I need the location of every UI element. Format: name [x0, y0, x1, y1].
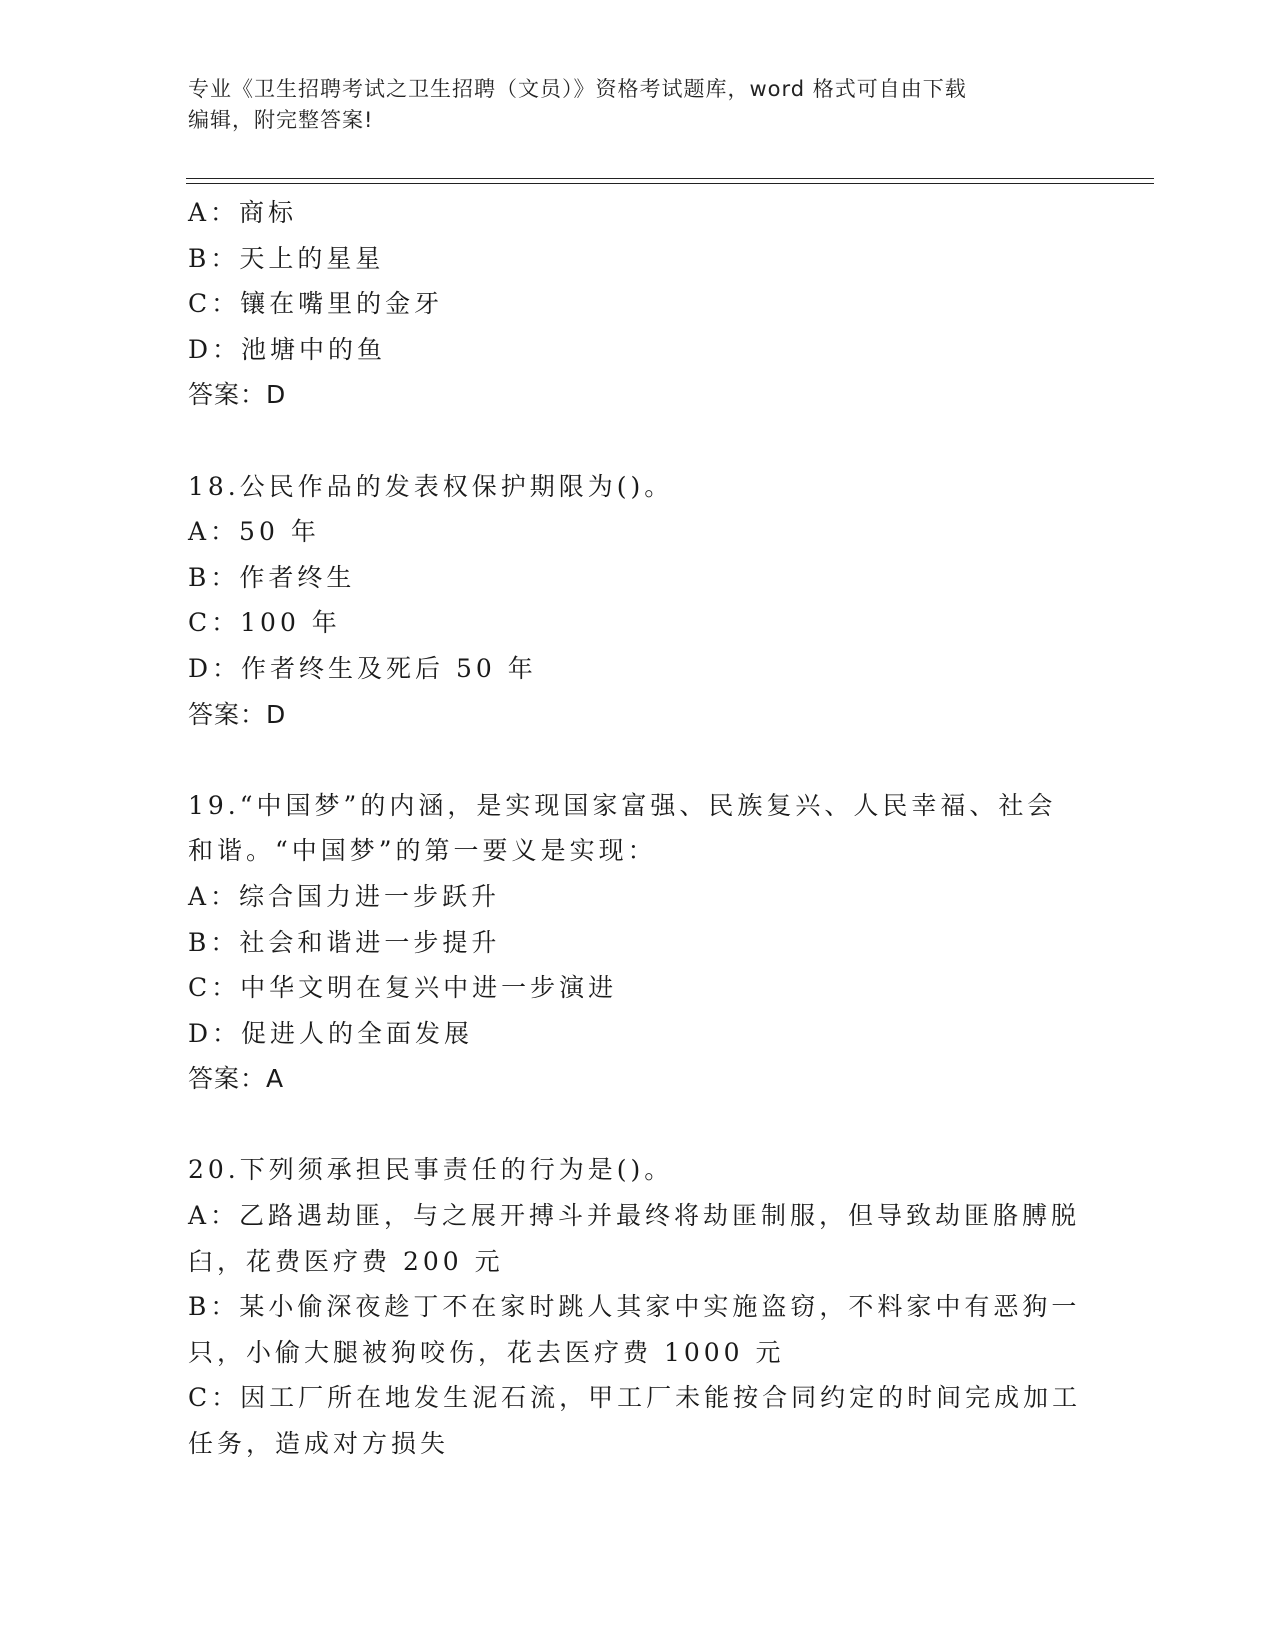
- option-d: D：池塘中的鱼: [188, 334, 387, 364]
- document-header: [188, 74, 1088, 136]
- answer: 答案：A: [188, 1064, 285, 1094]
- question-list: [188, 190, 1088, 1467]
- spacer: [188, 1102, 1088, 1148]
- question-text-line-1: 19.“中国梦”的内涵，是实现国家富强、民族复兴、人民幸福、社会: [188, 790, 1057, 820]
- option-a: A：综合国力进一步跃升: [188, 881, 501, 911]
- spacer: [188, 418, 1088, 464]
- header-divider-bottom: [186, 183, 1154, 184]
- option-b-line-1: B：某小偷深夜趁丁不在家时跳人其家中实施盗窃，不料家中有恶狗一: [188, 1292, 1081, 1322]
- option-c: C：中华文明在复兴中进一步演进: [188, 973, 618, 1003]
- option-a: A：50 年: [188, 517, 320, 547]
- header-line-1: 专业《卫生招聘考试之卫生招聘（文员）》资格考试题库，word 格式可自由下载: [188, 77, 967, 101]
- option-b: B：作者终生: [188, 562, 356, 592]
- option-a-line-1: A：乙路遇劫匪，与之展开搏斗并最终将劫匪制服，但导致劫匪胳膊脱: [188, 1201, 1081, 1231]
- answer: 答案：D: [188, 380, 287, 410]
- option-b-line-2: 只，小偷大腿被狗咬伤，花去医疗费 1000 元: [188, 1337, 785, 1367]
- spacer: [188, 737, 1088, 783]
- option-c-line-1: C：因工厂所在地发生泥石流，甲工厂未能按合同约定的时间完成加工: [188, 1383, 1082, 1413]
- option-d: D：作者终生及死后 50 年: [188, 653, 537, 683]
- header-line-2: 编辑，附完整答案!: [188, 108, 374, 132]
- option-d: D：促进人的全面发展: [188, 1018, 474, 1048]
- question-17: [188, 190, 1088, 418]
- option-b: B：天上的星星: [188, 243, 385, 273]
- answer: 答案：D: [188, 699, 287, 729]
- question-18: [188, 464, 1088, 738]
- question-text-line-2: 和谐。“中国梦”的第一要义是实现：: [188, 836, 657, 866]
- header-divider-top: [186, 178, 1154, 179]
- option-c-line-2: 任务，造成对方损失: [188, 1429, 450, 1459]
- option-c: C：100 年: [188, 608, 341, 638]
- question-text: 20.下列须承担民事责任的行为是()。: [188, 1155, 674, 1185]
- option-a: A：商标: [188, 198, 298, 227]
- question-text: 18.公民作品的发表权保护期限为()。: [188, 471, 674, 501]
- option-a-line-2: 臼，花费医疗费 200 元: [188, 1246, 504, 1276]
- option-c: C：镶在嘴里的金牙: [188, 289, 444, 319]
- question-20: [188, 1147, 1088, 1466]
- question-19: [188, 783, 1088, 1102]
- option-b: B：社会和谐进一步提升: [188, 927, 501, 957]
